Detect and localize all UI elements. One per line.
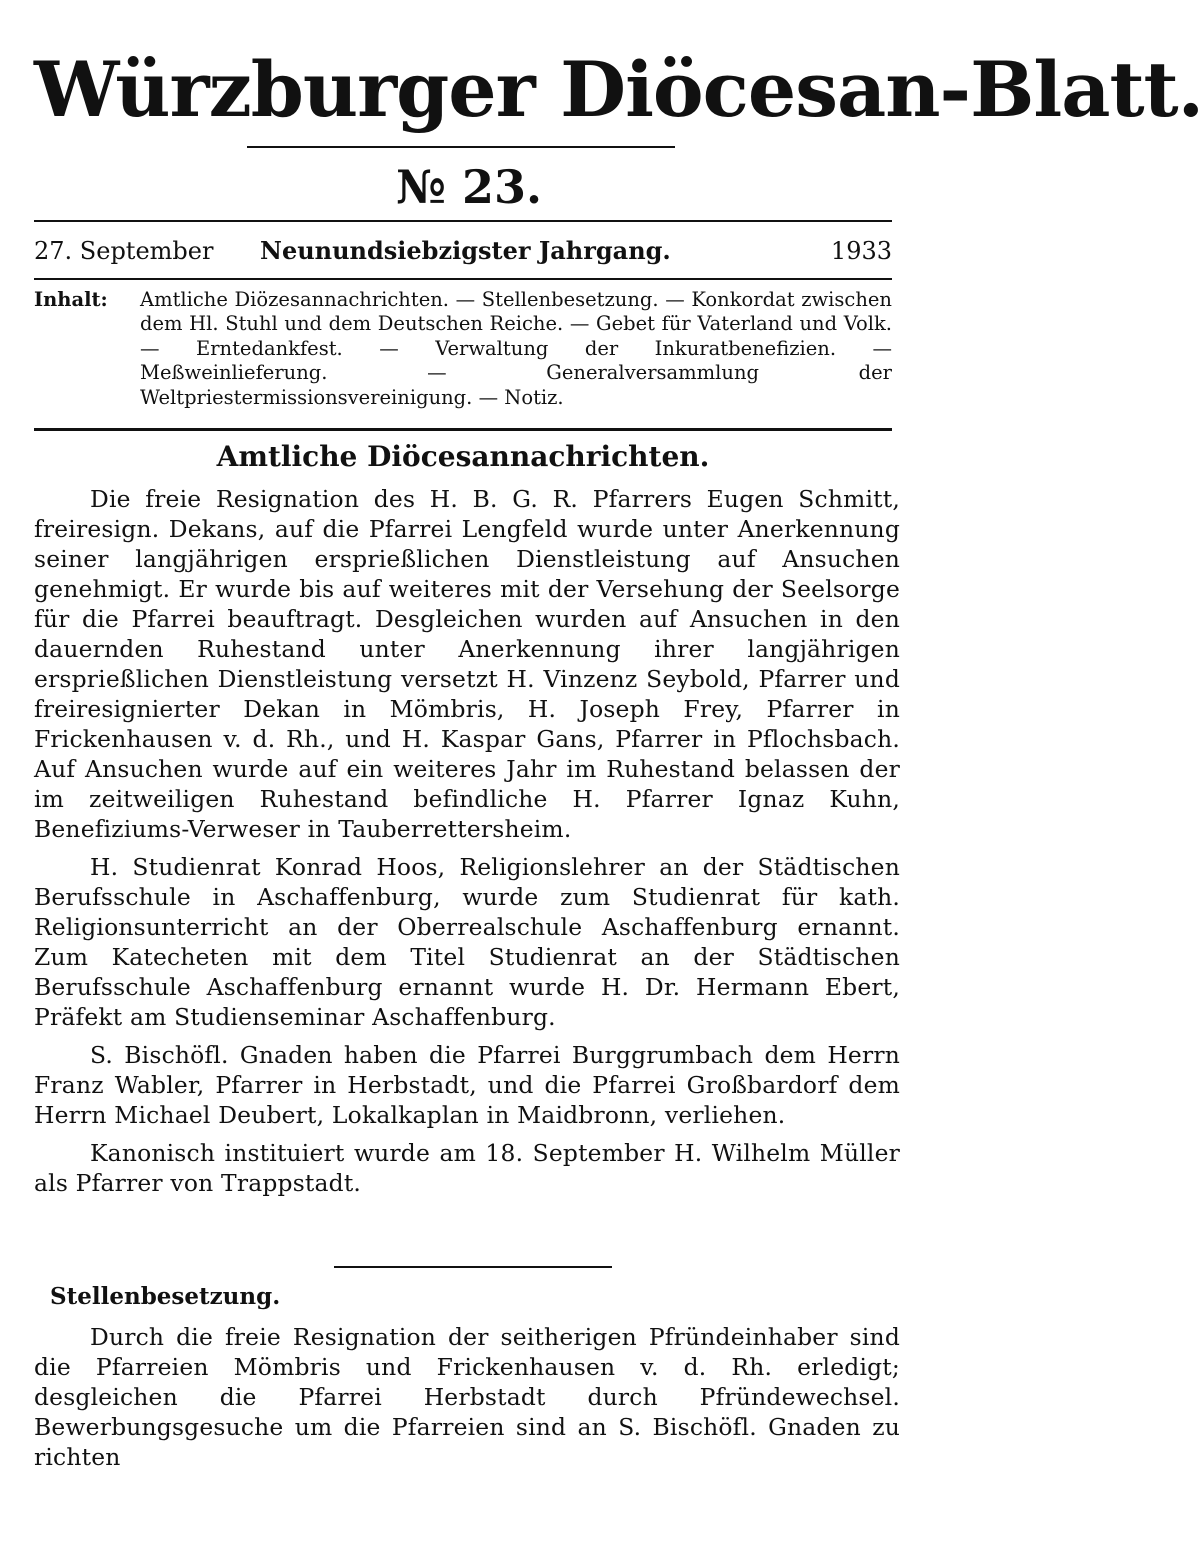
paragraph: S. Bischöfl. Gnaden haben die Pfarrei Burggrumbach dem Herrn Franz Wabler, Pfarrer in Herbstadt, und die Pfarrei Großbardorf dem Herrn Michael Deubert, Lokalkaplan in Maidbronn, verliehen.: [34, 1041, 900, 1129]
paragraph: Die freie Resignation des H. B. G. R. Pfarrers Eugen Schmitt, freiresign. Dekans, auf die Pfarrei Lengfeld wurde unter Anerkennung seiner langjährigen ersprießlichen Dienstleistung auf Ansuchen genehmigt. Er wurde bis auf weiteres mit der Versehung der Seelsorge für die Pfarrei beauftragt. Desgleichen wurden auf Ansuchen in den dauernden Ruhestand unter Anerkennung ihrer langjährigen ersprießlichen Dienstleistung versetzt H. Vinzenz Seybold, Pfarrer und freiresignierter Dekan in Mömbris, H. Joseph Frey, Pfarrer in Frickenhausen v. d. Rh., und H. Kaspar Gans, Pfarrer in Pflochsbach. Auf Ansuchen wurde auf ein weiteres Jahr im Ruhestand belassen der im zeitweiligen Ruhestand befindliche H. Pfarrer Ignaz Kuhn, Benefiziums-Verweser in Tauberrettersheim.: [34, 485, 900, 843]
issue-year: 1933: [830, 237, 892, 265]
paragraph: Durch die freie Resignation der seitherigen Pfründeinhaber sind die Pfarreien Mömbris und Frickenhausen v. d. Rh. erledigt; desgleichen die Pfarrei Herbstadt durch Pfründewechsel. Bewerbungsgesuche um die Pfarreien sind an S. Bischöfl. Gnaden zu richten: [34, 1323, 900, 1471]
paragraph: Kanonisch instituiert wurde am 18. September H. Wilhelm Müller als Pfarrer von Trappstadt.: [34, 1139, 900, 1197]
volume-label: Neunundsiebzigster Jahrgang.: [260, 236, 671, 265]
contents-top-rule: [34, 278, 892, 280]
contents-bottom-rule: [34, 428, 892, 431]
section-separator: [334, 1266, 612, 1268]
contents-text: Amtliche Diözesannachrichten. — Stellenbesetzung. — Konkordat zwischen dem Hl. Stuhl und dem Deutschen Reiche. — Gebet für Vaterland und Volk. — Erntedankfest. — Verwaltung der Inkuratbenefizien. — Meßweinlieferung. — Generalversammlung der Weltpriestermissionsvereinigung. — Notiz.: [140, 288, 892, 409]
masthead-rule: [247, 146, 675, 148]
section-body-appointments: [34, 1322, 900, 1472]
section-body-diocesan-news: [34, 484, 900, 1198]
section-title-appointments: Stellenbesetzung.: [50, 1283, 281, 1310]
dateline-top-rule: [34, 220, 892, 222]
document-page: [34, 0, 1203, 1542]
contents-label: Inhalt:: [34, 288, 108, 311]
paragraph: H. Studienrat Konrad Hoos, Religionslehrer an der Städtischen Berufsschule in Aschaffenburg, wurde zum Studienrat für kath. Religionsunterricht an der Oberrealschule Aschaffenburg ernannt. Zum Katecheten mit dem Titel Studienrat an der Städtischen Berufsschule Aschaffenburg ernannt wurde H. Dr. Hermann Ebert, Präfekt am Studienseminar Aschaffenburg.: [34, 853, 900, 1031]
issue-date: 27. September: [34, 237, 214, 265]
masthead-title: Würzburger Diöcesan-Blatt.: [34, 45, 1203, 134]
issue-number: № 23.: [395, 160, 543, 214]
section-title-diocesan-news: Amtliche Diöcesannachrichten.: [216, 440, 710, 473]
